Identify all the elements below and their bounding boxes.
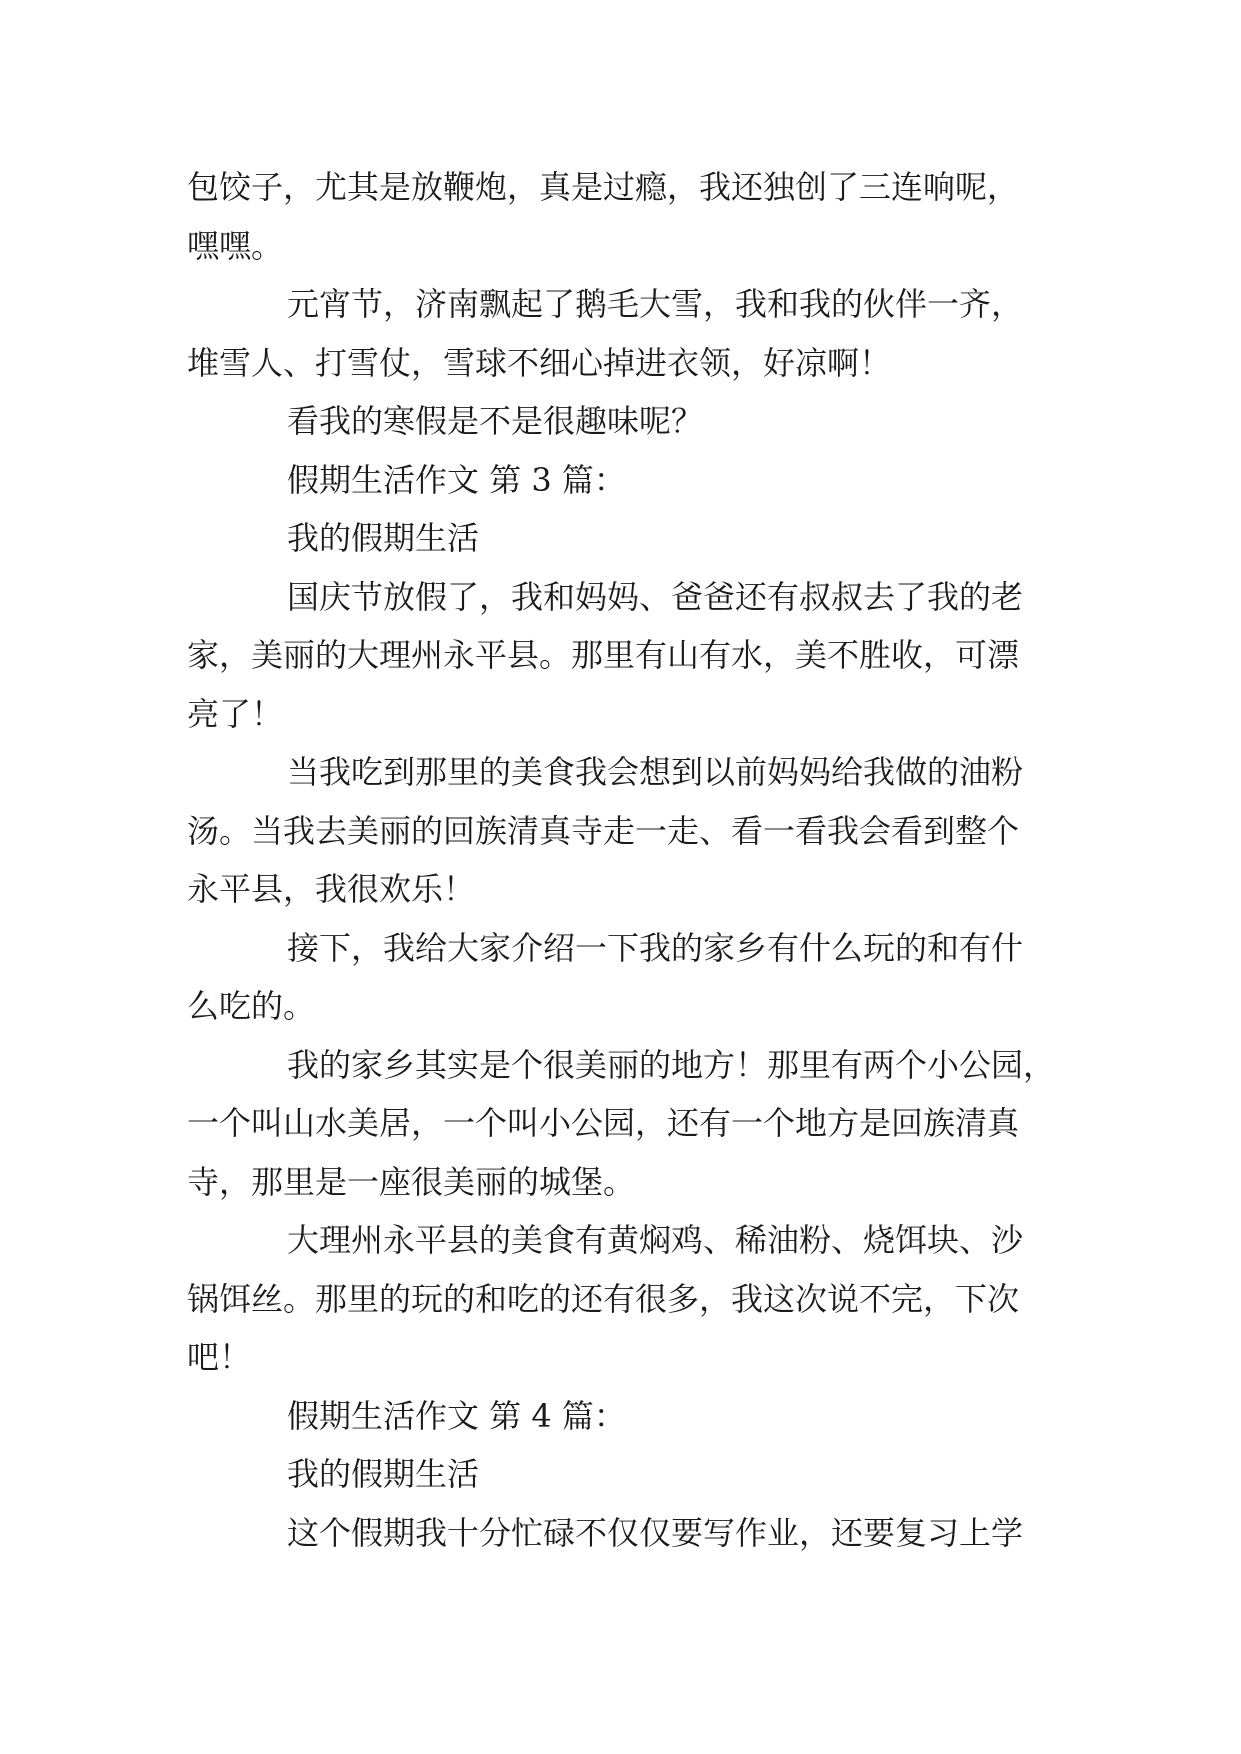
text-line: 嘿嘿。 bbox=[187, 226, 284, 265]
text-line: 元宵节，济南飘起了鹅毛大雪，我和我的伙伴一齐， bbox=[287, 285, 1024, 323]
text-line: 吧！ bbox=[187, 1338, 252, 1376]
text-line: 汤。当我去美丽的回族清真寺走一走、看一看我会看到整个 bbox=[187, 811, 1020, 850]
text-line: 包饺子，尤其是放鞭炮，真是过瘾，我还独创了三连响呢， bbox=[187, 168, 1020, 206]
text-line: 永平县，我很欢乐！ bbox=[187, 870, 476, 908]
text-line: 这个假期我十分忙碌不仅仅要写作业，还要复习上学 bbox=[287, 1513, 1024, 1552]
text-line: 堆雪人、打雪仗，雪球不细心掉进衣领，好凉啊！ bbox=[187, 343, 892, 382]
text-line: 假期生活作文 第 4 篇： bbox=[287, 1396, 626, 1435]
text-line: 看我的寒假是不是很趣味呢？ bbox=[287, 402, 704, 440]
text-line: 亮了！ bbox=[187, 694, 284, 733]
text-line: 大理州永平县的美食有黄焖鸡、稀油粉、烧饵块、沙 bbox=[287, 1221, 1024, 1259]
text-line: 我的假期生活 bbox=[287, 1455, 480, 1493]
text-line: 一个叫山水美居，一个叫小公园，还有一个地方是回族清真 bbox=[187, 1104, 1020, 1142]
text-line: 国庆节放假了，我和妈妈、爸爸还有叔叔去了我的老 bbox=[287, 577, 1024, 616]
text-line: 锅饵丝。那里的玩的和吃的还有很多，我这次说不完，下次 bbox=[187, 1279, 1020, 1318]
text-line: 家，美丽的大理州永平县。那里有山有水，美不胜收，可漂 bbox=[187, 636, 1020, 674]
text-line: 我的假期生活 bbox=[287, 519, 480, 557]
text-line: 寺，那里是一座很美丽的城堡。 bbox=[187, 1162, 636, 1201]
text-line: 么吃的。 bbox=[187, 987, 316, 1025]
text-line: 当我吃到那里的美食我会想到以前妈妈给我做的油粉 bbox=[287, 753, 1024, 791]
text-line: 接下，我给大家介绍一下我的家乡有什么玩的和有什 bbox=[287, 928, 1024, 967]
document-body bbox=[187, 158, 1057, 1562]
text-line: 我的家乡其实是个很美丽的地方！那里有两个小公园， bbox=[287, 1045, 1056, 1084]
text-line: 假期生活作文 第 3 篇： bbox=[287, 460, 626, 499]
